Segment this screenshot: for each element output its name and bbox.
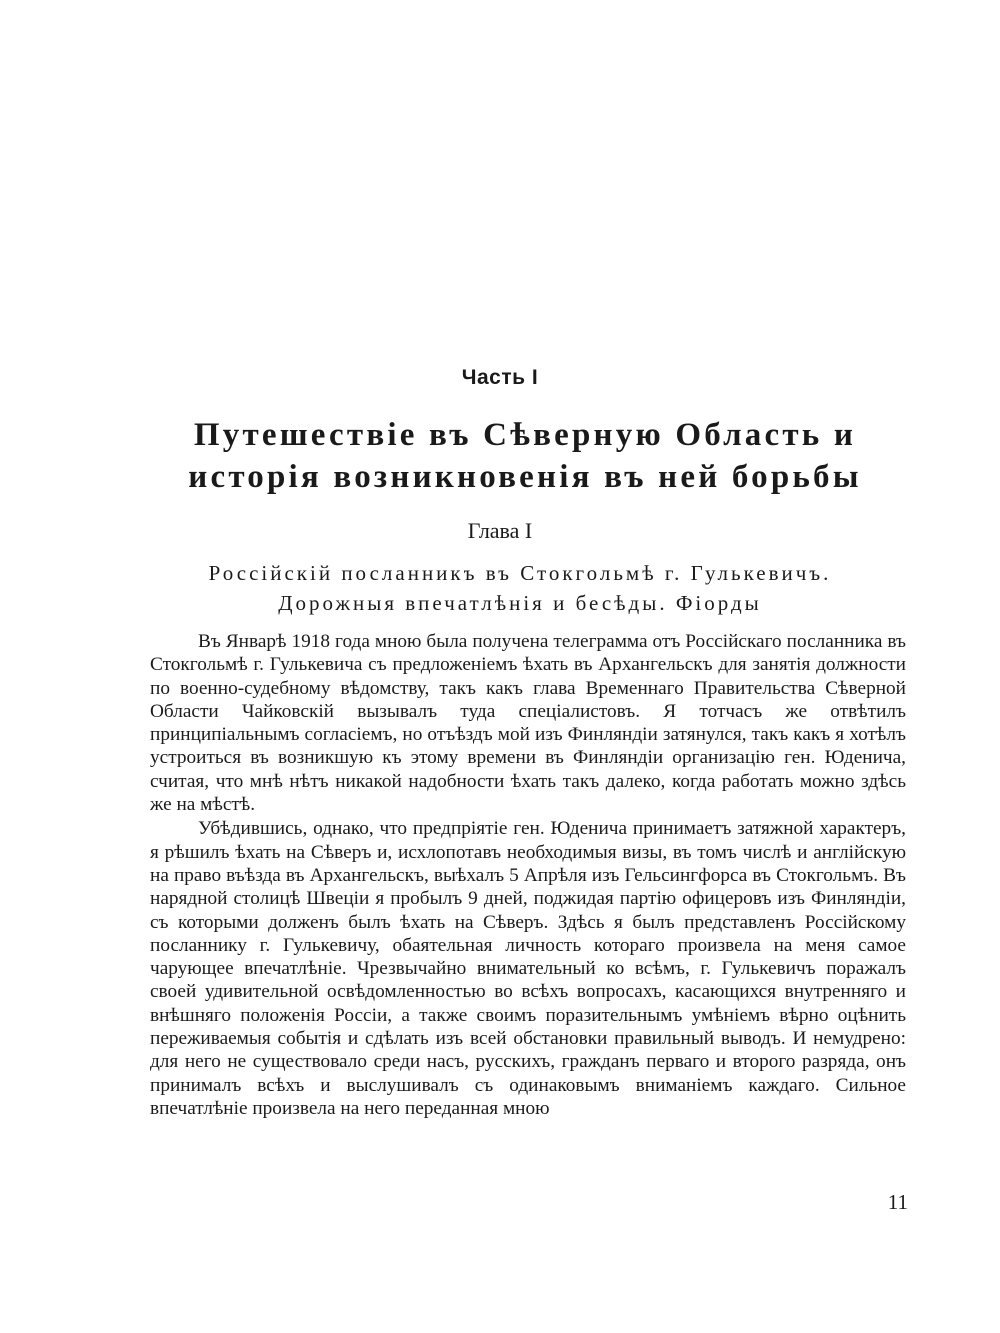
body-text [150,630,906,1121]
part-label: Часть I [461,366,539,389]
paragraph-2: Убѣдившись, однако, что предпріятіе ген. Юденича принимаетъ затяжной характеръ, я рѣшилъ ѣхать на Сѣверъ и, исхлопотавъ необходимыя визы, въ томъ числѣ и англійскую на право въѣзда въ Архангельскъ, выѣхалъ 5 Апрѣля изъ Гельсингфорса въ Стокгольмъ. Въ нарядной столицѣ Швеціи я пробылъ 9 дней, поджидая партію офицеровъ изъ Финляндіи, съ которыми долженъ былъ ѣхать на Сѣверъ. Здѣсь я былъ представленъ Россійскому посланнику г. Гулькевичу, обаятельная личность котораго произвела на меня самое чарующее впечатлѣніе. Чрезвычайно внимательный ко всѣмъ, г. Гулькевичъ поражалъ своей удивительной освѣдомленностью во всѣхъ вопросахъ, касающихся внутренняго и внѣшняго положенія Россіи, а также своимъ поразительнымъ умѣніемъ вѣрно оцѣнить переживаемыя событія и сдѣлать изъ всей обстановки правильный выводъ. И немудрено: для него не существовало среди насъ, русскихъ, гражданъ перваго и второго разряда, онъ принималъ всѣхъ и выслушивалъ съ одинаковымъ вниманіемъ каждаго. Сильное впечатлѣніе произвела на него переданная мною [150,818,906,1119]
chapter-subtitle: Россійскій посланникъ въ Стокгольмѣ г. Гулькевичъ. Дорожныя впечатлѣнія и бесѣды. Фіорды [208,561,832,615]
chapter-label: Глава I [467,518,533,543]
page-number: 11 [887,1190,908,1214]
paragraph-1: Въ Январѣ 1918 года мною была получена телеграмма отъ Россійскаго посланника въ Стокгольмѣ г. Гулькевича съ предложеніемъ ѣхать въ Архангельскъ для занятія должности по военно-судебному вѣдомству, такъ какъ глава Временнаго Правительства Сѣверной Области Чайковскій вызывалъ туда спеціалистовъ. Я тотчасъ же отвѣтилъ принципіальнымъ согласіемъ, но отъѣздъ мой изъ Финляндіи затянулся, такъ какъ я хотѣлъ устроиться въ возникшую къ этому времени въ Финляндіи организацію ген. Юденича, считая, что мнѣ нѣтъ никакой надобности ѣхать такъ далеко, когда работать можно здѣсь же на мѣстѣ. [150,631,906,816]
part-title: Путешествіе въ Сѣверную Область и исторія возникновенія въ ней борьбы [188,417,862,495]
